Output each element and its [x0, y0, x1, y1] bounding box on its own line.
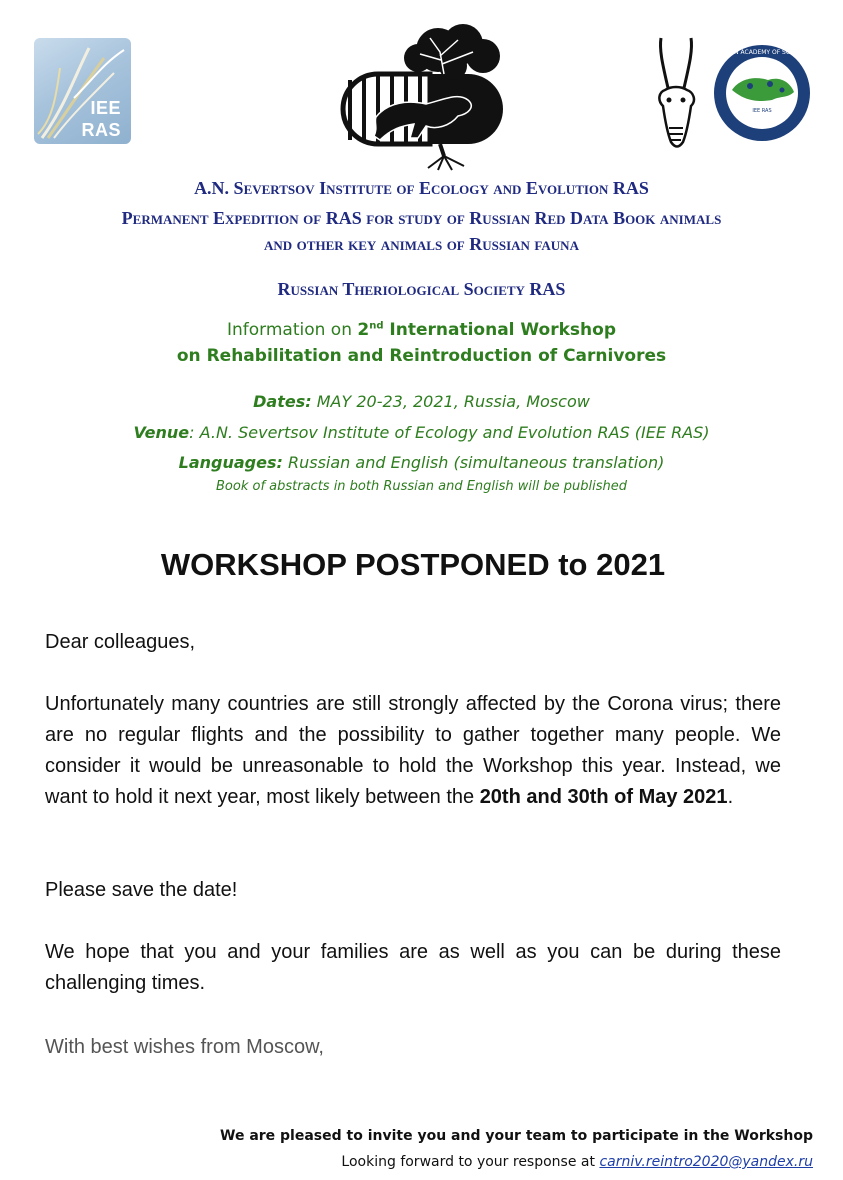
venue-label: Venue [133, 423, 190, 442]
paragraph-1-end: . [727, 786, 734, 808]
info-title1: International Workshop [383, 320, 616, 340]
workshop-info-title-line1 [0, 320, 843, 340]
closing: With best wishes from Moscow, [45, 1036, 324, 1058]
expedition-name-line2: and other key animals of Russian fauna [264, 234, 579, 254]
workshop-new-dates: 20th and 30th of May 2021 [479, 786, 728, 808]
greeting: Dear colleagues, [45, 631, 196, 653]
ras-expedition-emblem [712, 40, 812, 146]
iee-ras-logo [34, 38, 131, 144]
response-line [341, 1154, 813, 1170]
saiga-antelope-logo [653, 36, 699, 148]
workshop-info-title-line2: on Rehabilitation and Reintroduction of Carnivores [176, 346, 667, 366]
contact-email-link[interactable]: carniv.reintro2020@yandex.ru [599, 1154, 813, 1170]
society-name: Russian Theriological Society RAS [277, 279, 566, 299]
iee-logo-text: IEE [90, 98, 121, 118]
workshop-emblem [318, 22, 522, 172]
dates-line [0, 392, 843, 411]
languages-value: Russian and English (simultaneous translation) [282, 453, 665, 472]
languages-line [0, 453, 843, 472]
invitation-line: We are pleased to invite you and your team to participate in the Workshop [220, 1128, 813, 1144]
info-ordinal-suffix: nd [369, 320, 384, 332]
expedition-name-line1: Permanent Expedition of RAS for study of Russian Red Data Book animals [121, 208, 722, 228]
save-the-date: Please save the date! [45, 879, 238, 901]
info-prefix: Information on [226, 320, 358, 340]
venue-line [0, 423, 843, 442]
dates-value: MAY 20-23, 2021, Russia, Moscow [311, 392, 590, 411]
languages-label: Languages: [178, 453, 283, 472]
venue-value: : A.N. Severtsov Institute of Ecology and Evolution RAS (IEE RAS) [189, 423, 710, 442]
info-ordinal: 2 [357, 320, 370, 340]
ras-inner-text: IEE RAS [752, 108, 772, 114]
response-prefix: Looking forward to your response at [341, 1154, 600, 1170]
ras-ring-text: RUSSIAN ACADEMY OF SCIENCES [712, 49, 812, 56]
dates-label: Dates: [253, 392, 312, 411]
institute-name: A.N. Severtsov Institute of Ecology and Evolution RAS [194, 178, 649, 198]
ras-logo-text: RAS [81, 120, 121, 140]
paragraph-1-text: Unfortunately many countries are still strongly affected by the Corona virus; there are no regular flights and the possibility to gather together many people. We consider it would be unreasonable to hold the Workshop this year. Instead, we want to hold it next year, most likely between the [45, 693, 781, 808]
letter-paragraph-3: We hope that you and your families are as well as you can be during these challenging times. [45, 941, 781, 994]
postponed-heading: WORKSHOP POSTPONED to 2021 [160, 547, 666, 582]
abstracts-note: Book of abstracts in both Russian and English will be published [216, 479, 627, 494]
letter-paragraph-1 [45, 689, 781, 813]
